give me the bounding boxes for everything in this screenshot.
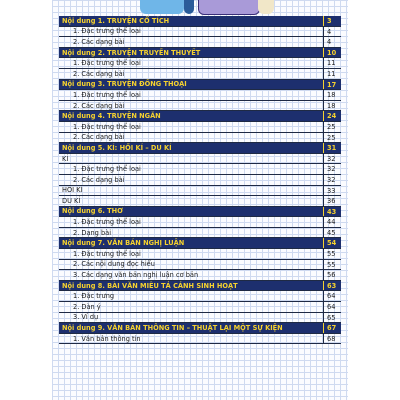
toc-page-number: 63 [323,281,341,291]
toc-entry-row[interactable] [59,90,341,101]
toc-entry-label: KÍ [62,154,69,163]
toc-page-number: 55 [323,260,341,270]
toc-section-row[interactable] [59,111,341,122]
toc-page-number: 43 [323,207,341,217]
toc-page-number: 67 [323,323,341,333]
toc-entry-row[interactable] [59,69,341,80]
toc-entry-row[interactable] [59,249,341,260]
toc-page-number: 25 [323,133,341,143]
toc-entry-label: Nội dung 6. THƠ [62,207,123,216]
toc-section-row[interactable] [59,281,341,292]
toc-entry-label: 1. Đặc trưng thể loại [73,122,141,131]
toc-entry-label: 3. Ví dụ [73,313,99,322]
toc-page-number: 24 [323,111,341,121]
toc-page-number: 32 [323,175,341,185]
header-illustration-part [258,0,274,14]
toc-section-row[interactable] [59,323,341,334]
toc-page-number: 36 [323,196,341,206]
toc-entry-label: DU KÍ [62,196,81,205]
toc-entry-row[interactable] [59,334,341,345]
toc-entry-label: 2. Các dạng bài [73,37,125,46]
toc-entry-label: 2. Dạng bài [73,228,112,237]
toc-entry-label: 2. Các nội dung đọc hiểu [73,260,155,269]
toc-page-number: 32 [323,164,341,174]
toc-entry-label: 1. Đặc trưng thể loại [73,27,141,36]
toc-page-number: 3 [323,16,341,26]
toc-page-number: 54 [323,238,341,248]
notebook-page [52,0,348,400]
toc-page-number: 4 [323,27,341,37]
toc-section-row[interactable] [59,238,341,249]
toc-section-row[interactable] [59,143,341,154]
toc-entry-row[interactable] [59,270,341,281]
toc-page-number: 18 [323,90,341,100]
toc-entry-row[interactable] [59,58,341,69]
toc-entry-label: Nội dung 1. TRUYỆN CỔ TÍCH [62,16,170,25]
toc-entry-row[interactable] [59,101,341,112]
toc-page-number: 11 [323,69,341,79]
toc-entry-row[interactable] [59,175,341,186]
toc-entry-label: 3. Các dạng văn bản nghị luận cơ bản [73,271,199,280]
toc-page-number: 44 [323,217,341,227]
toc-page-number: 56 [323,270,341,280]
toc-section-row[interactable] [59,207,341,218]
toc-page-number: 10 [323,48,341,58]
toc-page-number: 55 [323,249,341,259]
toc-entry-label: HỒI KÍ [62,186,83,195]
header-illustration-part [198,0,260,15]
toc-entry-label: Nội dung 4. TRUYỆN NGẮN [62,112,161,121]
toc-entry-label: Nội dung 8. BÀI VĂN MIÊU TẢ CẢNH SINH HOẠT [62,281,238,290]
toc-entry-row[interactable] [59,154,341,165]
toc-entry-row[interactable] [59,122,341,133]
toc-entry-row[interactable] [59,37,341,48]
toc-entry-row[interactable] [59,164,341,175]
toc-entry-label: Nội dung 7. VĂN BẢN NGHỊ LUẬN [62,239,185,248]
toc-entry-label: 1. Đặc trưng thể loại [73,90,141,99]
toc-entry-label: 1. Đặc trưng thể loại [73,59,141,68]
toc-section-row[interactable] [59,16,341,27]
toc-entry-label: Nội dung 2. TRUYỆN TRUYỀN THUYẾT [62,48,201,57]
toc-page-number: 18 [323,101,341,111]
toc-page-number: 68 [323,334,341,344]
header-illustration-part [184,0,194,14]
toc-entry-row[interactable] [59,302,341,313]
toc-entry-row[interactable] [59,291,341,302]
toc-entry-label: 1. Đặc trưng thể loại [73,249,141,258]
toc-page-number: 31 [323,143,341,153]
toc-entry-label: 1. Đặc trưng thể loại [73,218,141,227]
toc-entry-row[interactable] [59,260,341,271]
toc-page-number: 11 [323,58,341,68]
toc-section-row[interactable] [59,80,341,91]
toc-entry-label: Nội dung 3. TRUYỆN ĐỒNG THOẠI [62,80,187,89]
toc-entry-label: 2. Dàn ý [73,302,101,311]
toc-entry-row[interactable] [59,196,341,207]
toc-page-number: 32 [323,154,341,164]
toc-page-number: 33 [323,186,341,196]
toc-entry-label: Nội dung 5. KÍ: HỒI KÍ – DU KÍ [62,143,172,152]
toc-page-number: 64 [323,302,341,312]
toc-page-number: 65 [323,313,341,323]
toc-page-number: 25 [323,122,341,132]
header-illustration [140,0,184,14]
toc-entry-label: 1. Đặc trưng [73,292,115,301]
toc-section-row[interactable] [59,48,341,59]
toc-page-number: 17 [323,80,341,90]
toc-page-number: 4 [323,37,341,47]
toc-entry-label: 2. Các dạng bài [73,69,125,78]
toc-entry-row[interactable] [59,313,341,324]
toc-entry-row[interactable] [59,27,341,38]
toc-entry-label: 1. Văn bản thông tin [73,334,141,343]
toc-entry-label: 1. Đặc trưng thể loại [73,165,141,174]
toc-entry-label: Nội dung 9. VĂN BẢN THÔNG TIN – THUẬT LẠI MỘT SỰ KIỆN [62,324,283,333]
toc-entry-label: 2. Các dạng bài [73,175,125,184]
toc-entry-label: 2. Các dạng bài [73,101,125,110]
toc-page-number: 64 [323,291,341,301]
toc-page-number: 45 [323,228,341,238]
toc-entry-row[interactable] [59,133,341,144]
toc-entry-row[interactable] [59,228,341,239]
table-of-contents [59,16,341,344]
toc-entry-row[interactable] [59,217,341,228]
toc-entry-row[interactable] [59,186,341,197]
toc-entry-label: 2. Các dạng bài [73,133,125,142]
